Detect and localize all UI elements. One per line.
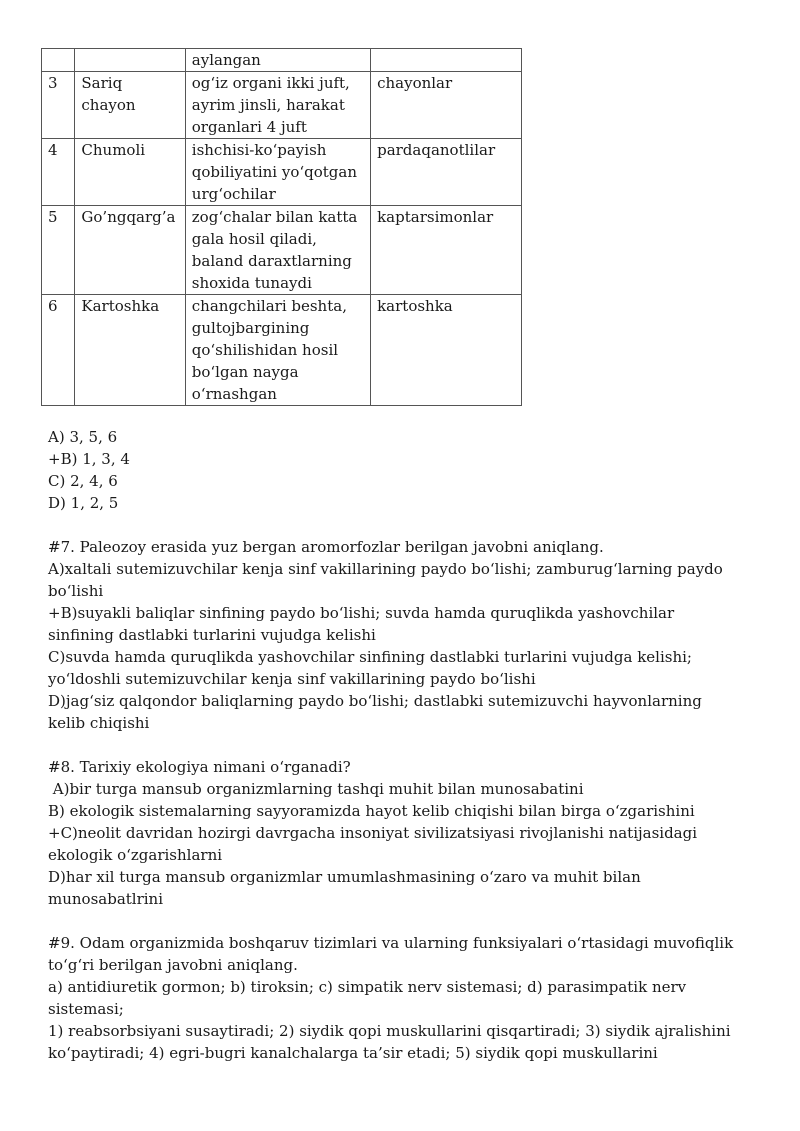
category-cell bbox=[371, 295, 522, 406]
category-cell bbox=[371, 49, 522, 72]
q6-options bbox=[48, 426, 760, 514]
q7-line: yo‘ldoshli sutemizuvchilar kenja sinf vakillarining paydo bo‘lishi bbox=[48, 670, 536, 688]
q6-option-d: D) 1, 2, 5 bbox=[48, 494, 119, 512]
row-number-cell bbox=[42, 49, 75, 72]
q9-line: #9. Odam organizmida boshqaruv tizimlari va ularning funksiyalari o‘rtasidagi muvofiqlik bbox=[48, 934, 734, 952]
q7-line: C)suvda hamda quruqlikda yashovchilar sinfining dastlabki turlarini vujudga kelishi; bbox=[48, 648, 692, 666]
q8-line: ekologik o‘zgarishlarni bbox=[48, 846, 223, 864]
q8-line: D)har xil turga mansub organizmlar umumlashmasining o‘zaro va muhit bilan bbox=[48, 868, 641, 886]
cell-line: urg‘ochilar bbox=[191, 185, 276, 203]
question-8 bbox=[48, 756, 760, 910]
question-9 bbox=[48, 932, 760, 1064]
cell-line: 6 bbox=[48, 297, 58, 315]
cell-line: Kartoshka bbox=[81, 297, 160, 315]
cell-line: kartoshka bbox=[377, 297, 453, 315]
cell-line: organlari 4 juft bbox=[191, 118, 307, 136]
row-number-cell bbox=[42, 295, 75, 406]
cell-line: bo‘lgan nayga bbox=[191, 363, 299, 381]
q7-line: #7. Paleozoy erasida yuz bergan aromorfozlar berilgan javobni aniqlang. bbox=[48, 538, 604, 556]
cell-line bbox=[81, 49, 178, 71]
table-row bbox=[42, 206, 522, 295]
q9-line: a) antidiuretik gormon; b) tiroksin; c) simpatik nerv sistemasi; d) parasimpatik nerv bbox=[48, 978, 687, 996]
cell-line: 4 bbox=[48, 141, 58, 159]
cell-line: chayonlar bbox=[377, 74, 453, 92]
q7-line: bo‘lishi bbox=[48, 582, 104, 600]
q8-line: A)bir turga mansub organizmlarning tashqi muhit bilan munosabatini bbox=[48, 780, 584, 798]
cell-line: gultojbargining bbox=[191, 319, 310, 337]
table-row bbox=[42, 139, 522, 206]
cell-line bbox=[48, 49, 68, 71]
cell-line: pardaqanotlilar bbox=[377, 141, 496, 159]
name-cell bbox=[75, 72, 185, 139]
q6-option-b: +B) 1, 3, 4 bbox=[48, 450, 130, 468]
cell-line: o‘rnashgan bbox=[191, 385, 277, 403]
description-cell bbox=[185, 139, 370, 206]
name-cell bbox=[75, 49, 185, 72]
q8-line: munosabatlrini bbox=[48, 890, 164, 908]
category-cell bbox=[371, 206, 522, 295]
cell-line: Go’ngqarg’a bbox=[81, 208, 176, 226]
name-cell bbox=[75, 295, 185, 406]
cell-line: ishchisi-ko‘payish bbox=[191, 141, 327, 159]
cell-line: chayon bbox=[81, 96, 136, 114]
q6-option-a: A) 3, 5, 6 bbox=[48, 428, 118, 446]
description-cell bbox=[185, 206, 370, 295]
q8-line: #8. Tarixiy ekologiya nimani o‘rganadi? bbox=[48, 758, 351, 776]
q9-line: 1) reabsorbsiyani susaytiradi; 2) siydik qopi muskullarini qisqartiradi; 3) siydik ajralishini bbox=[48, 1022, 731, 1040]
q9-line: ko‘paytiradi; 4) egri-bugri kanalchalarga ta’sir etadi; 5) siydik qopi muskullarini bbox=[48, 1044, 658, 1062]
cell-line: baland daraxtlarning bbox=[191, 252, 352, 270]
table-row bbox=[42, 295, 522, 406]
q7-line: kelib chiqishi bbox=[48, 714, 150, 732]
category-cell bbox=[371, 139, 522, 206]
cell-line: zog‘chalar bilan katta bbox=[191, 208, 358, 226]
name-cell bbox=[75, 206, 185, 295]
cell-line: Sariq bbox=[81, 74, 123, 92]
question-7 bbox=[48, 536, 760, 734]
q8-line: +C)neolit davridan hozirgi davrgacha insoniyat sivilizatsiyasi rivojlanishi natijasidagi bbox=[48, 824, 698, 842]
cell-line: qo‘shilishidan hosil bbox=[191, 341, 339, 359]
cell-line: gala hosil qiladi, bbox=[191, 230, 317, 248]
row-number-cell bbox=[42, 72, 75, 139]
cell-line: 5 bbox=[48, 208, 58, 226]
q7-line: sinfining dastlabki turlarini vujudga kelishi bbox=[48, 626, 376, 644]
q8-line: B) ekologik sistemalarning sayyoramizda hayot kelib chiqishi bilan birga o‘zgarishini bbox=[48, 802, 695, 820]
cell-line: og‘iz organi ikki juft, bbox=[191, 74, 350, 92]
description-cell bbox=[185, 72, 370, 139]
row-number-cell bbox=[42, 206, 75, 295]
row-number-cell bbox=[42, 139, 75, 206]
cell-line: 3 bbox=[48, 74, 58, 92]
description-cell bbox=[185, 49, 370, 72]
category-cell bbox=[371, 72, 522, 139]
q9-line: to‘g‘ri berilgan javobni aniqlang. bbox=[48, 956, 298, 974]
questions-text bbox=[48, 426, 760, 1064]
cell-line: qobiliyatini yo‘qotgan bbox=[191, 163, 358, 181]
q9-line: sistemasi; bbox=[48, 1000, 124, 1018]
q6-option-c: C) 2, 4, 6 bbox=[48, 472, 118, 490]
cell-line bbox=[377, 49, 515, 71]
cell-line: kaptarsimonlar bbox=[377, 208, 494, 226]
table-row bbox=[42, 49, 522, 72]
cell-line: Chumoli bbox=[81, 141, 146, 159]
species-table bbox=[41, 48, 522, 406]
q7-line: D)jag‘siz qalqondor baliqlarning paydo bo‘lishi; dastlabki sutemizuvchi hayvonlarning bbox=[48, 692, 702, 710]
cell-line: changchilari beshta, bbox=[191, 297, 347, 315]
q7-line: +B)suyakli baliqlar sinfining paydo bo‘lishi; suvda hamda quruqlikda yashovchilar bbox=[48, 604, 675, 622]
q7-line: A)xaltali sutemizuvchilar kenja sinf vakillarining paydo bo‘lishi; zamburug‘larning paydo bbox=[48, 560, 723, 578]
description-cell bbox=[185, 295, 370, 406]
cell-line: shoxida tunaydi bbox=[191, 274, 312, 292]
table-row bbox=[42, 72, 522, 139]
cell-line: aylangan bbox=[191, 51, 261, 69]
name-cell bbox=[75, 139, 185, 206]
cell-line: ayrim jinsli, harakat bbox=[191, 96, 345, 114]
